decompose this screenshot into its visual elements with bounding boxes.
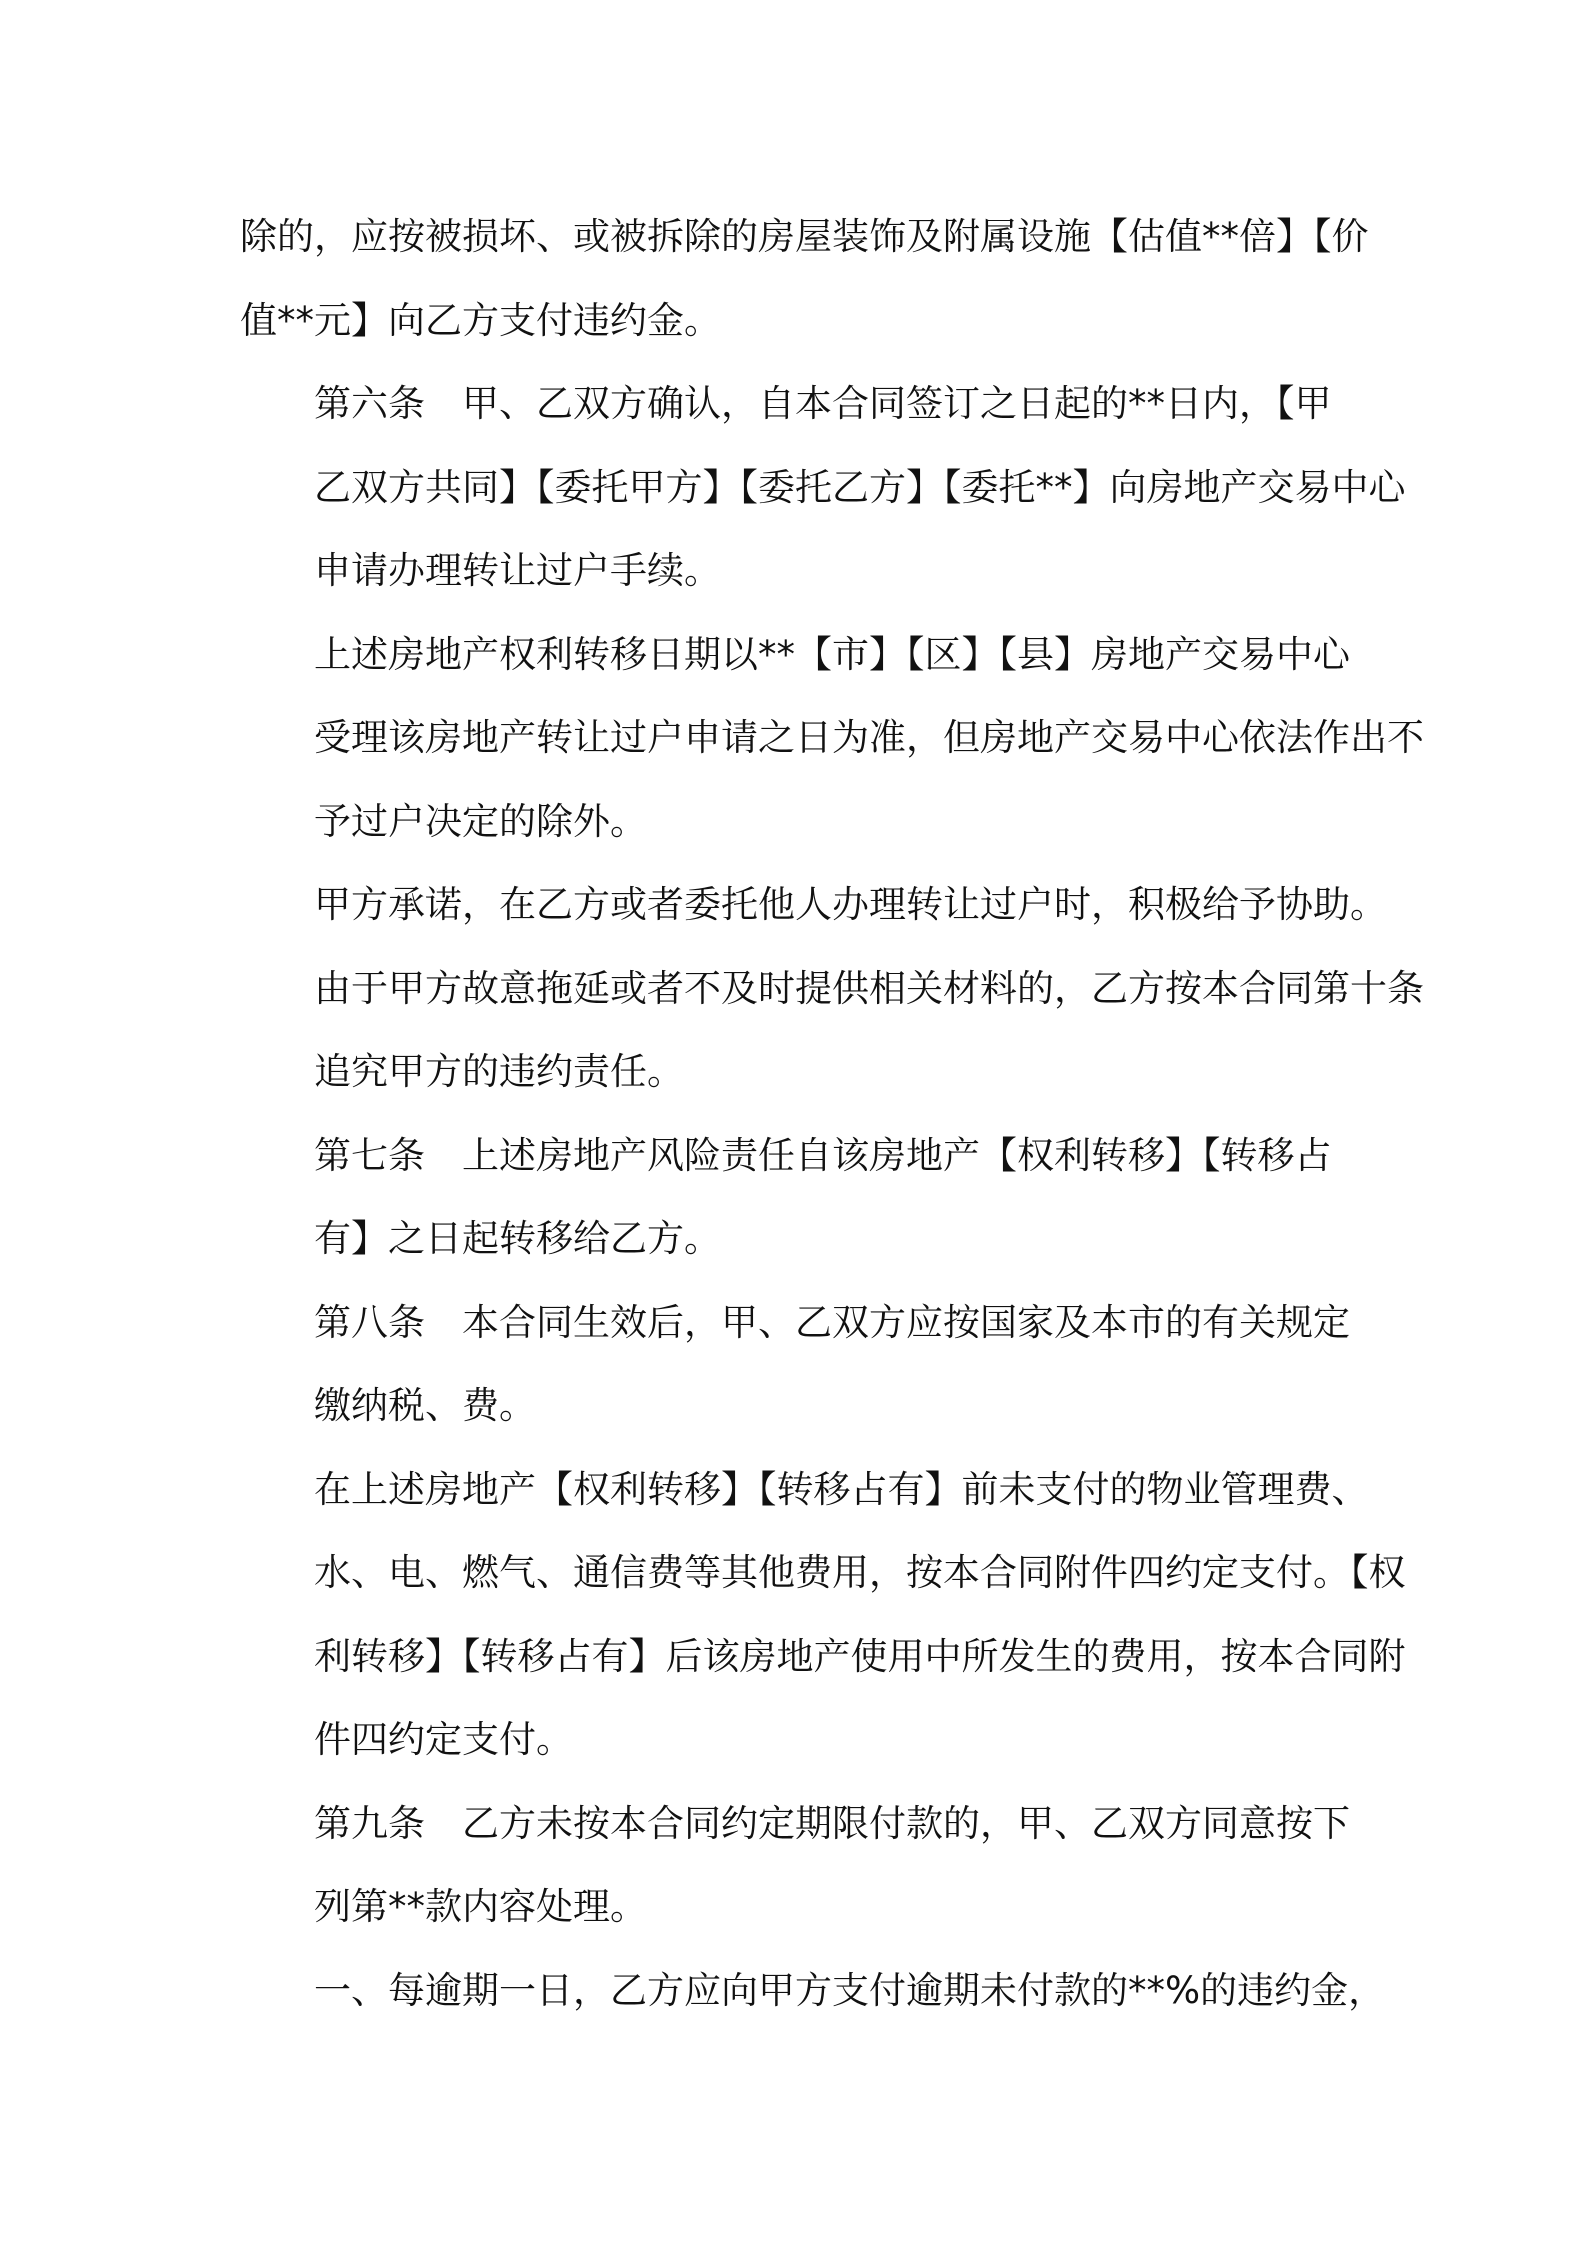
paragraph-line: 件四约定支付。 — [314, 1718, 573, 1761]
paragraph-line: 水、电、燃气、通信费等其他费用，按本合同附件四约定支付。【权 — [314, 1551, 1406, 1594]
paragraph-line: 值**元】向乙方支付违约金。 — [240, 298, 721, 342]
document-paragraph — [240, 863, 1424, 1114]
paragraph-line: 甲方承诺，在乙方或者委托他人办理转让过户时，积极给予协助。 — [314, 883, 1387, 926]
paragraph-line: 缴纳税、费。 — [314, 1384, 536, 1427]
paragraph-line: 第九条 乙方未按本合同约定期限付款的，甲、乙双方同意按下 — [314, 1801, 1350, 1845]
document-paragraph — [240, 195, 1369, 362]
paragraph-line: 利转移】【转移占有】后该房地产使用中所发生的费用，按本合同附 — [314, 1634, 1406, 1678]
paragraph-line: 第六条 甲、乙双方确认，自本合同签订之日起的**日内，【甲 — [314, 382, 1332, 425]
document-paragraph — [240, 613, 1424, 864]
document-body — [240, 195, 1424, 2032]
paragraph-line: 列第**款内容处理。 — [314, 1885, 647, 1928]
paragraph-line: 在上述房地产【权利转移】【转移占有】前未支付的物业管理费、 — [314, 1467, 1369, 1511]
paragraph-line: 一、每逾期一日，乙方应向甲方支付逾期未付款的**%的违约金， — [314, 1968, 1386, 2012]
document-paragraph — [240, 1949, 1386, 2033]
paragraph-line: 第七条 上述房地产风险责任自该房地产【权利转移】【转移占 — [314, 1133, 1332, 1177]
document-paragraph — [240, 1782, 1360, 1949]
document-paragraph — [240, 1448, 1406, 1782]
document-paragraph — [240, 1281, 1360, 1448]
paragraph-line: 予过户决定的除外。 — [314, 799, 647, 843]
paragraph-line: 乙双方共同】【委托甲方】【委托乙方】【委托**】向房地产交易中心 — [314, 465, 1406, 509]
paragraph-line: 追究甲方的违约责任。 — [314, 1050, 684, 1093]
paragraph-line: 上述房地产权利转移日期以**【市】【区】【县】房地产交易中心 — [314, 632, 1350, 676]
document-paragraph — [240, 1114, 1360, 1281]
paragraph-line: 受理该房地产转让过户申请之日为准，但房地产交易中心依法作出不 — [314, 716, 1424, 759]
paragraph-line: 第八条 本合同生效后，甲、乙双方应按国家及本市的有关规定 — [314, 1300, 1350, 1344]
paragraph-line: 申请办理转让过户手续。 — [314, 549, 721, 592]
paragraph-line: 除的，应按被损坏、或被拆除的房屋装饰及附属设施【估值**倍】【价 — [240, 215, 1369, 258]
document-paragraph — [240, 362, 1406, 613]
paragraph-line: 由于甲方故意拖延或者不及时提供相关材料的，乙方按本合同第十条 — [314, 966, 1424, 1010]
paragraph-line: 有】之日起转移给乙方。 — [314, 1217, 721, 1260]
